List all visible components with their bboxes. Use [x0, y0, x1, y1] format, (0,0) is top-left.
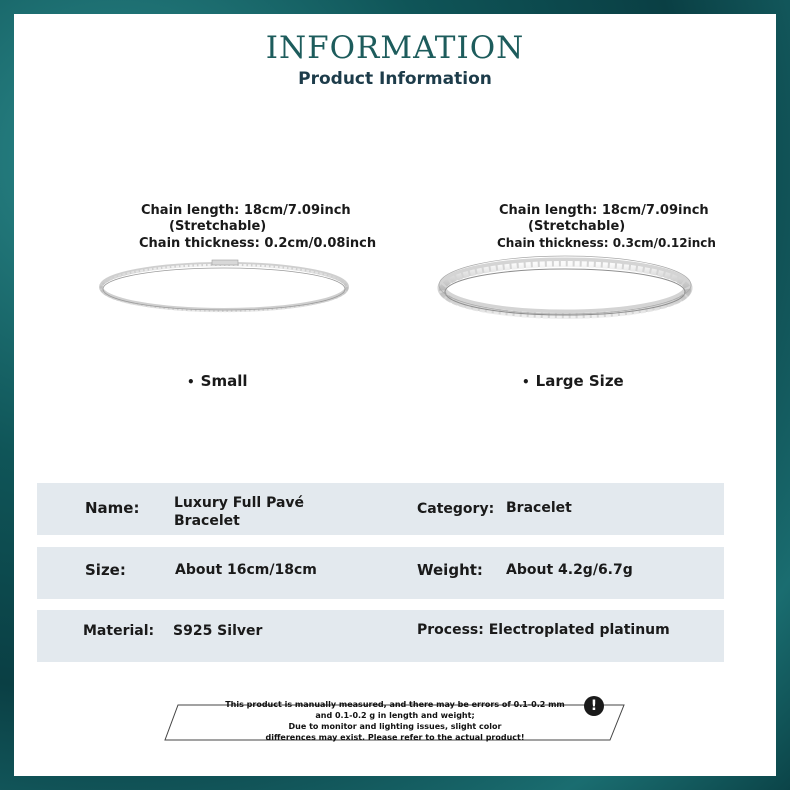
small-size-label [187, 372, 248, 390]
notice-line4: differences may exist. Please refer to the actual product! [265, 733, 525, 742]
page-subtitle: Product Information [298, 69, 492, 89]
notice-line3: Due to monitor and lighting issues, slight color [288, 722, 502, 731]
bullet-icon: • [187, 375, 195, 389]
category-value: Bracelet [506, 500, 572, 516]
warning-icon: ! [584, 696, 604, 716]
notice-text [190, 699, 600, 743]
large-chain-thickness: Chain thickness: 0.3cm/0.12inch [497, 236, 716, 250]
name-key: Name: [85, 499, 140, 517]
large-stretchable: (Stretchable) [528, 219, 626, 234]
small-chain-length: Chain length: 18cm/7.09inch [141, 203, 351, 218]
process-text: Process: Electroplated platinum [417, 622, 670, 638]
large-size-text: Large Size [535, 372, 624, 390]
material-value: S925 Silver [173, 623, 263, 639]
large-bracelet-image [437, 252, 697, 332]
category-key: Category: [417, 501, 495, 517]
large-size-label [522, 372, 624, 390]
page-title: INFORMATION [265, 30, 525, 66]
name-value-line1: Luxury Full Pavé [174, 495, 305, 511]
notice-line2: and 0.1-0.2 g in length and weight; [315, 711, 475, 720]
material-key: Material: [83, 623, 155, 639]
small-stretchable: (Stretchable) [169, 219, 267, 234]
weight-value: About 4.2g/6.7g [506, 562, 633, 578]
small-bracelet-image [96, 255, 356, 325]
size-key: Size: [85, 561, 126, 579]
small-size-text: Small [200, 372, 248, 390]
notice-line1: This product is manually measured, and there may be errors of 0.1-0.2 mm [225, 700, 565, 709]
table-row-name [37, 483, 724, 535]
size-value: About 16cm/18cm [175, 562, 317, 578]
bullet-icon: • [522, 375, 530, 389]
small-chain-thickness: Chain thickness: 0.2cm/0.08inch [139, 236, 377, 251]
large-chain-length: Chain length: 18cm/7.09inch [499, 203, 709, 218]
weight-key: Weight: [417, 561, 483, 579]
name-value-line2: Bracelet [174, 513, 240, 529]
